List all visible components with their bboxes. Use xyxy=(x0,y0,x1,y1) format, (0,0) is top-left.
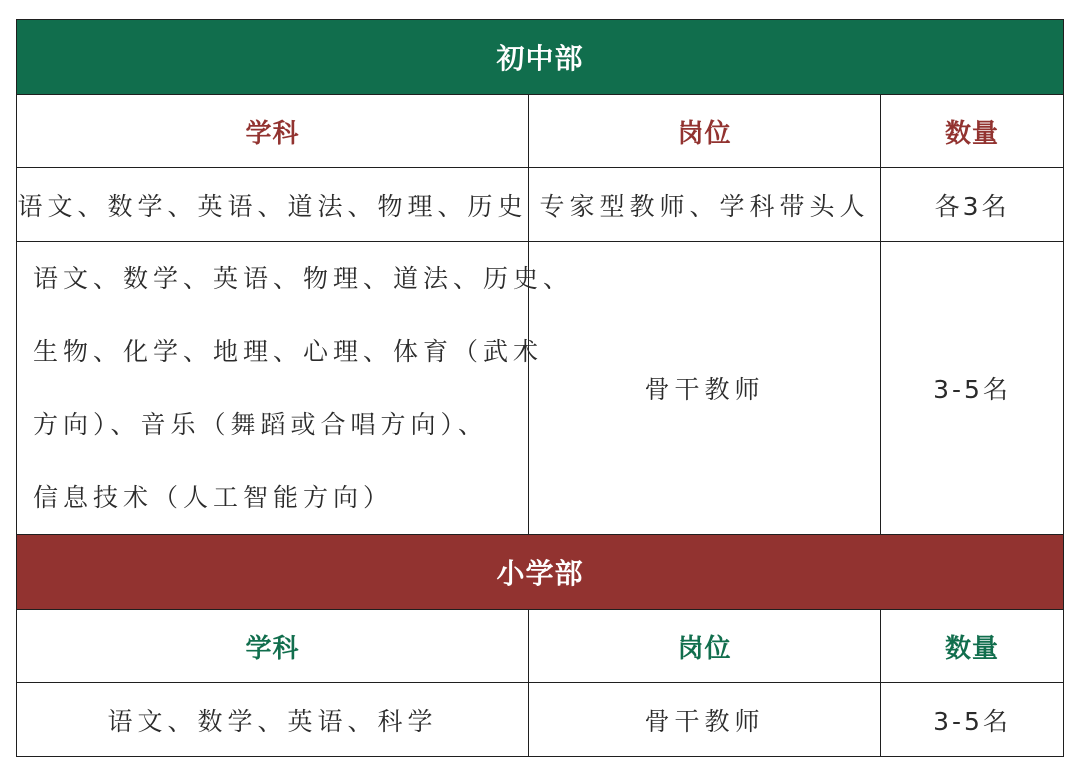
table-row xyxy=(17,168,1064,242)
subject-cell-multiline xyxy=(17,242,574,535)
junior-header-subject: 学科 xyxy=(17,95,529,168)
subject-line: 语文、数学、英语、物理、道法、历史、 xyxy=(33,264,574,293)
post-cell: 专家型教师、学科带头人 xyxy=(529,168,881,242)
count-cell: 3-5名 xyxy=(881,683,1064,757)
junior-banner-row xyxy=(17,20,1064,95)
primary-header-count: 数量 xyxy=(881,610,1064,683)
positions-table xyxy=(16,19,1064,757)
recruitment-table xyxy=(16,19,1063,757)
primary-header-post: 岗位 xyxy=(529,610,881,683)
subject-cell: 语文、数学、英语、道法、物理、历史 xyxy=(17,168,529,242)
subject-line: 方向）、音乐（舞蹈或合唱方向）、 xyxy=(33,410,489,439)
subject-line: 生物、化学、地理、心理、体育（武术 xyxy=(33,337,544,366)
table-row xyxy=(17,242,1064,535)
post-cell: 骨干教师 xyxy=(529,683,881,757)
junior-header-post: 岗位 xyxy=(529,95,881,168)
primary-header-row xyxy=(17,610,1064,683)
count-cell: 各3名 xyxy=(881,168,1064,242)
junior-header-row xyxy=(17,95,1064,168)
junior-header-count: 数量 xyxy=(881,95,1064,168)
count-cell: 3-5名 xyxy=(881,242,1064,535)
junior-section-title: 初中部 xyxy=(17,20,1064,95)
subject-cell: 语文、数学、英语、科学 xyxy=(17,683,529,757)
primary-section-title: 小学部 xyxy=(17,535,1064,610)
post-cell: 骨干教师 xyxy=(529,242,881,535)
subject-line: 信息技术（人工智能方向） xyxy=(33,483,394,512)
primary-banner-row xyxy=(17,535,1064,610)
table-row xyxy=(17,683,1064,757)
primary-header-subject: 学科 xyxy=(17,610,529,683)
